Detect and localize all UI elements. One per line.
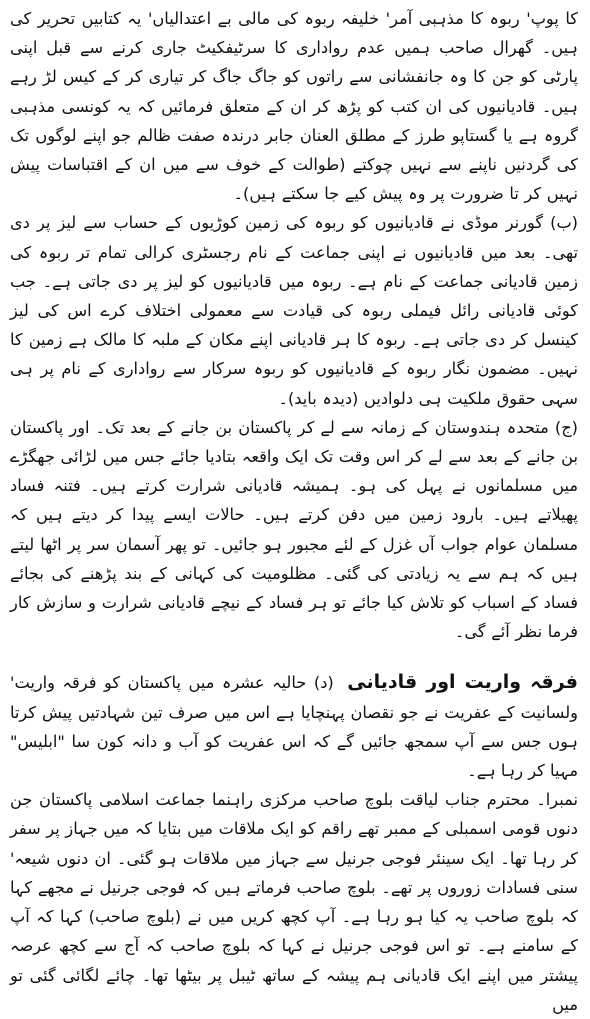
paragraph-3: (ج) متحدہ ہندوستان کے زمانہ سے لے کر پاکستان بن جانے کے بعد تک۔ اور پاکستان بن جانے کے بعد سے لے کر اس وقت تک ایک واقعہ بتادیا جائے جس میں لڑائی جھگڑے میں مسلمانوں نے پہل کی ہو۔ ہمیشہ قادیانی شرارت کرتے ہیں۔ فتنہ فساد پھیلاتے ہیں۔ بارود زمین میں دفن کرتے ہیں۔ حالات ایسے پیدا کر دیتے ہیں کہ مسلمان عوام جواب آں غزل کے لئے مجبور ہو جائیں۔ تو پھر آسمان سر پر اٹھا لیتے ہیں کہ ہم سے یہ زیادتی کی گئی۔ مظلومیت کی کہانی کے بند پڑھنے کی بجائے فساد کے اسباب کو تلاش کیا جائے تو ہر فساد کے نیچے قادیانی شرارت و سازش کار فرما نظر آئے گی۔ — [10, 417, 578, 642]
paragraph-2: (ب) گورنر موڈی نے قادیانیوں کو ربوہ کی زمین کوڑیوں کے حساب سے لیز پر دی تھی۔ بعد میں قادیانیوں نے اپنی جماعت کے نام رجسٹری کرالی تمام تر ربوہ کی زمین قادیانی جماعت کے نام ہے۔ ربوہ میں قادیانیوں کو لیز پر دی جاتی ہے۔ جب کوئی قادیانی رائل فیملی ربوہ کی قیادت سے معمولی اختلاف کرے اس کی لیز کینسل کر دی جاتی ہے۔ ربوہ کا ہر قادیانی اپنے مکان کے ملبہ کا مالک ہے زمین کا نہیں۔ مضمون نگار ربوہ کے قادیانیوں کو ربوہ سرکار سے رواداری کے نام پر ہی سہی حقوق ملکیت ہی دلوادیں (دیدہ باید)۔ — [10, 213, 578, 408]
section-heading: فرقہ واریت اور قادیانی — [347, 671, 578, 694]
section-first-line: (د) حالیہ عشرہ میں پاکستان کو فرقہ واریت' ولسانیت کے عفریت نے جو نقصان — [10, 673, 578, 722]
section-rest: پہنچایا ہے اس میں صرف تین شہادتیں پیش کرتا ہوں جس سے آپ سمجھ جائیں گے کہ اس عفریت کو آب و دانہ کون سا "ابلیس" مہیا کر رہا ہے۔ — [10, 702, 578, 781]
paragraph-1: کا پوپ' ربوہ کا مذہبی آمر' خلیفہ ربوہ کی مالی بے اعتدالیاں' یہ کتابیں تحریر کی ہیں۔ گھرال صاحب ہمیں عدم رواداری کا سرٹیفکیٹ جاری کرنے سے قبل اپنی پارٹی کو جن کا وہ جانفشانی سے راتوں کو جاگ جاگ کر تیاری کر کے کیس لڑ رہے ہیں۔ قادیانیوں کی ان کتب کو پڑھ کر ان کے متعلق فرمائیں کہ یہ کونسی مذہبی گروہ ہے یا گستاپو طرز کے مطلق العنان جابر درندہ صفت ظالم جو اپنے لوگوں تک کی گردنیں ناپنے سے نہیں چوکتے (طوالت کے خوف سے میں ان کے اقتباسات پیش نہیں کر تا ضرورت پر وہ پیش کیے جا سکتے ہیں)۔ — [10, 9, 578, 204]
paragraph-5: نمبرا۔ محترم جناب لیاقت بلوچ صاحب مرکزی راہنما جماعت اسلامی پاکستان جن دنوں قومی اسمبلی کے ممبر تھے راقم کو ایک ملاقات میں بتایا کہ میں جہاز پر سفر کر رہا تھا۔ ایک سینئر فوجی جرنیل سے جہاز میں ملاقات ہو گئی۔ ان دنوں شیعہ' سنی فسادات زوروں پر تھے۔ بلوچ صاحب فرماتے ہیں کہ فوجی جرنیل نے مجھے کہا کہ بلوچ صاحب یہ کیا ہو رہا ہے۔ آپ کچھ کریں میں نے (بلوچ صاحب) کہا کہ آپ کے سامنے ہے۔ تو اس فوجی جرنیل نے کہا کہ بلوچ صاحب کہ آج سے کچھ عرصہ پیشتر میں اپنے ایک قادیانی ہم پیشہ کے ساتھ ٹیبل پر بیٹھا تھا۔ چائے لگائی گئی تو میں — [10, 790, 578, 1014]
section-spacer — [10, 646, 578, 668]
section-block — [10, 668, 578, 785]
